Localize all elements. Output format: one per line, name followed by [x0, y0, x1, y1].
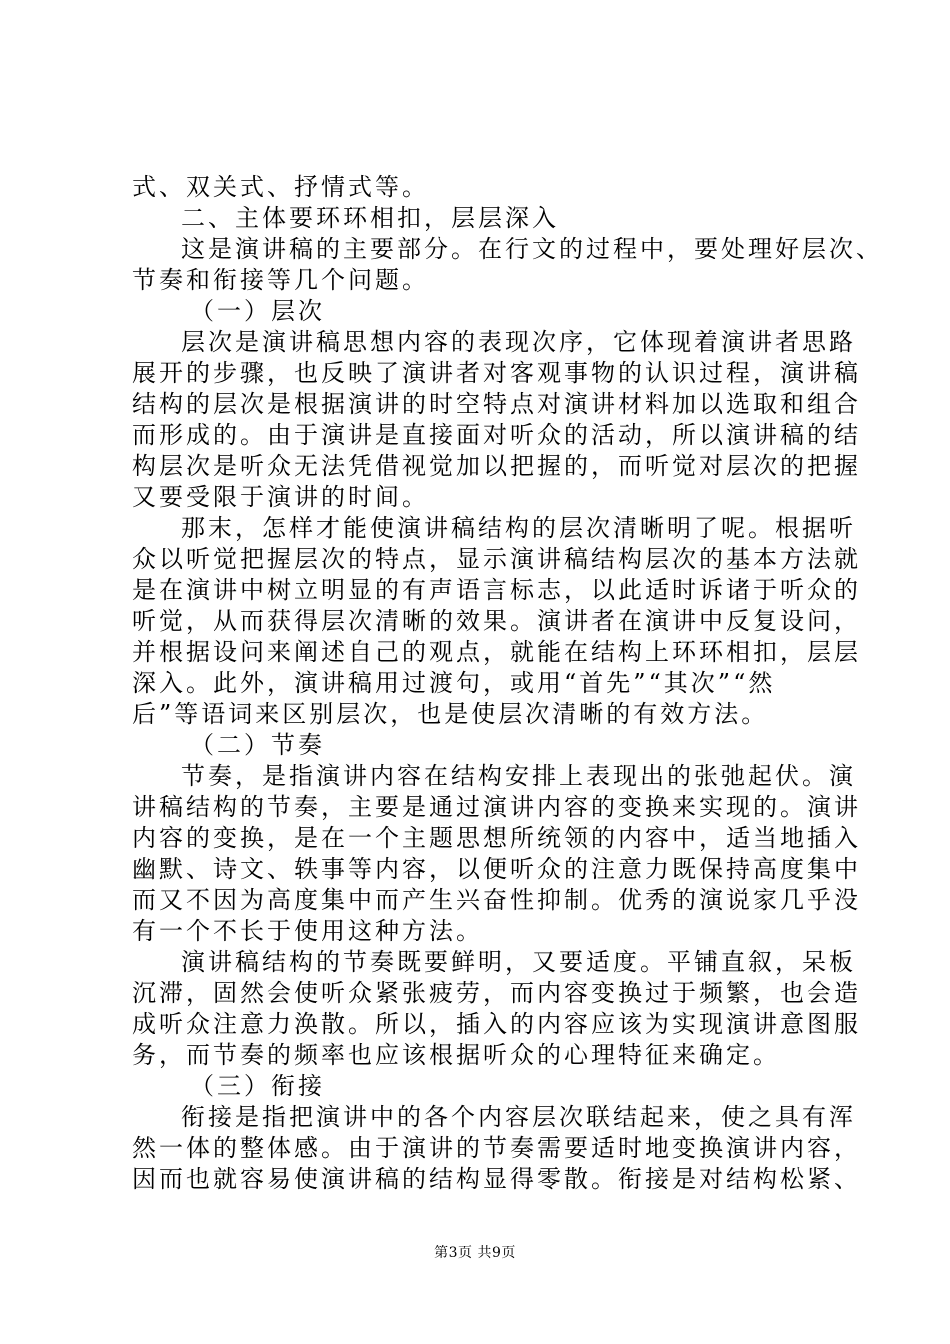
subsection-heading: （一）层次	[190, 297, 325, 325]
text-line: 而形成的。由于演讲是直接面对听众的活动，所以演讲稿的结	[132, 421, 861, 449]
text-line: 是在演讲中树立明显的有声语言标志，以此适时诉诸于听众的	[132, 576, 861, 604]
text-line: 这是演讲稿的主要部分。在行文的过程中，要处理好层次、	[181, 235, 883, 263]
text-line: 成听众注意力涣散。所以，插入的内容应该为实现演讲意图服	[132, 1010, 861, 1038]
text-line: 而又不因为高度集中而产生兴奋性抑制。优秀的演说家几乎没	[132, 886, 861, 914]
text-line: 那末，怎样才能使演讲稿结构的层次清晰明了呢。根据听	[181, 514, 856, 542]
text-line: 深入。此外，演讲稿用过渡句，或用“首先”“其次”“然	[132, 669, 776, 697]
subsection-heading: （二）节奏	[190, 731, 325, 759]
text-line: 众以听觉把握层次的特点，显示演讲稿结构层次的基本方法就	[132, 545, 861, 573]
text-line: 构层次是听众无法凭借视觉加以把握的，而听觉对层次的把握	[132, 452, 861, 480]
text-line: 展开的步骤，也反映了演讲者对客观事物的认识过程，演讲稿	[132, 359, 861, 387]
text-line: 结构的层次是根据演讲的时空特点对演讲材料加以选取和组合	[132, 390, 861, 418]
page-number-footer: 第3页 共9页	[434, 1245, 516, 1261]
text-line: 式、双关式、抒情式等。	[132, 173, 429, 201]
text-line: 有一个不长于使用这种方法。	[132, 917, 483, 945]
text-line: 节奏和衔接等几个问题。	[132, 266, 429, 294]
subsection-heading: （三）衔接	[190, 1072, 325, 1100]
text-line: 务，而节奏的频率也应该根据听众的心理特征来确定。	[132, 1041, 780, 1069]
text-line: 听觉，从而获得层次清晰的效果。演讲者在演讲中反复设问，	[132, 607, 861, 635]
text-line: 幽默、诗文、轶事等内容，以便听众的注意力既保持高度集中	[132, 855, 861, 883]
text-line: 讲稿结构的节奏，主要是通过演讲内容的变换来实现的。演讲	[132, 793, 861, 821]
section-heading: 二、主体要环环相扣，层层深入	[181, 204, 559, 232]
text-line: 内容的变换，是在一个主题思想所统领的内容中，适当地插入	[132, 824, 861, 852]
text-line: 节奏，是指演讲内容在结构安排上表现出的张弛起伏。演	[181, 762, 856, 790]
text-line: 并根据设问来阐述自己的观点，就能在结构上环环相扣，层层	[132, 638, 861, 666]
text-line: 因而也就容易使演讲稿的结构显得零散。衔接是对结构松紧、	[132, 1165, 861, 1193]
document-body	[132, 172, 883, 1195]
text-line: 沉滞，固然会使听众紧张疲劳，而内容变换过于频繁，也会造	[132, 979, 861, 1007]
text-line: 又要受限于演讲的时间。	[132, 483, 429, 511]
text-line: 层次是演讲稿思想内容的表现次序，它体现着演讲者思路	[181, 328, 856, 356]
text-line: 后”等语词来区别层次，也是使层次清晰的有效方法。	[132, 700, 769, 728]
text-line: 然一体的整体感。由于演讲的节奏需要适时地变换演讲内容，	[132, 1134, 861, 1162]
text-line: 衔接是指把演讲中的各个内容层次联结起来，使之具有浑	[181, 1103, 856, 1131]
text-line: 演讲稿结构的节奏既要鲜明，又要适度。平铺直叙，呆板	[181, 948, 856, 976]
